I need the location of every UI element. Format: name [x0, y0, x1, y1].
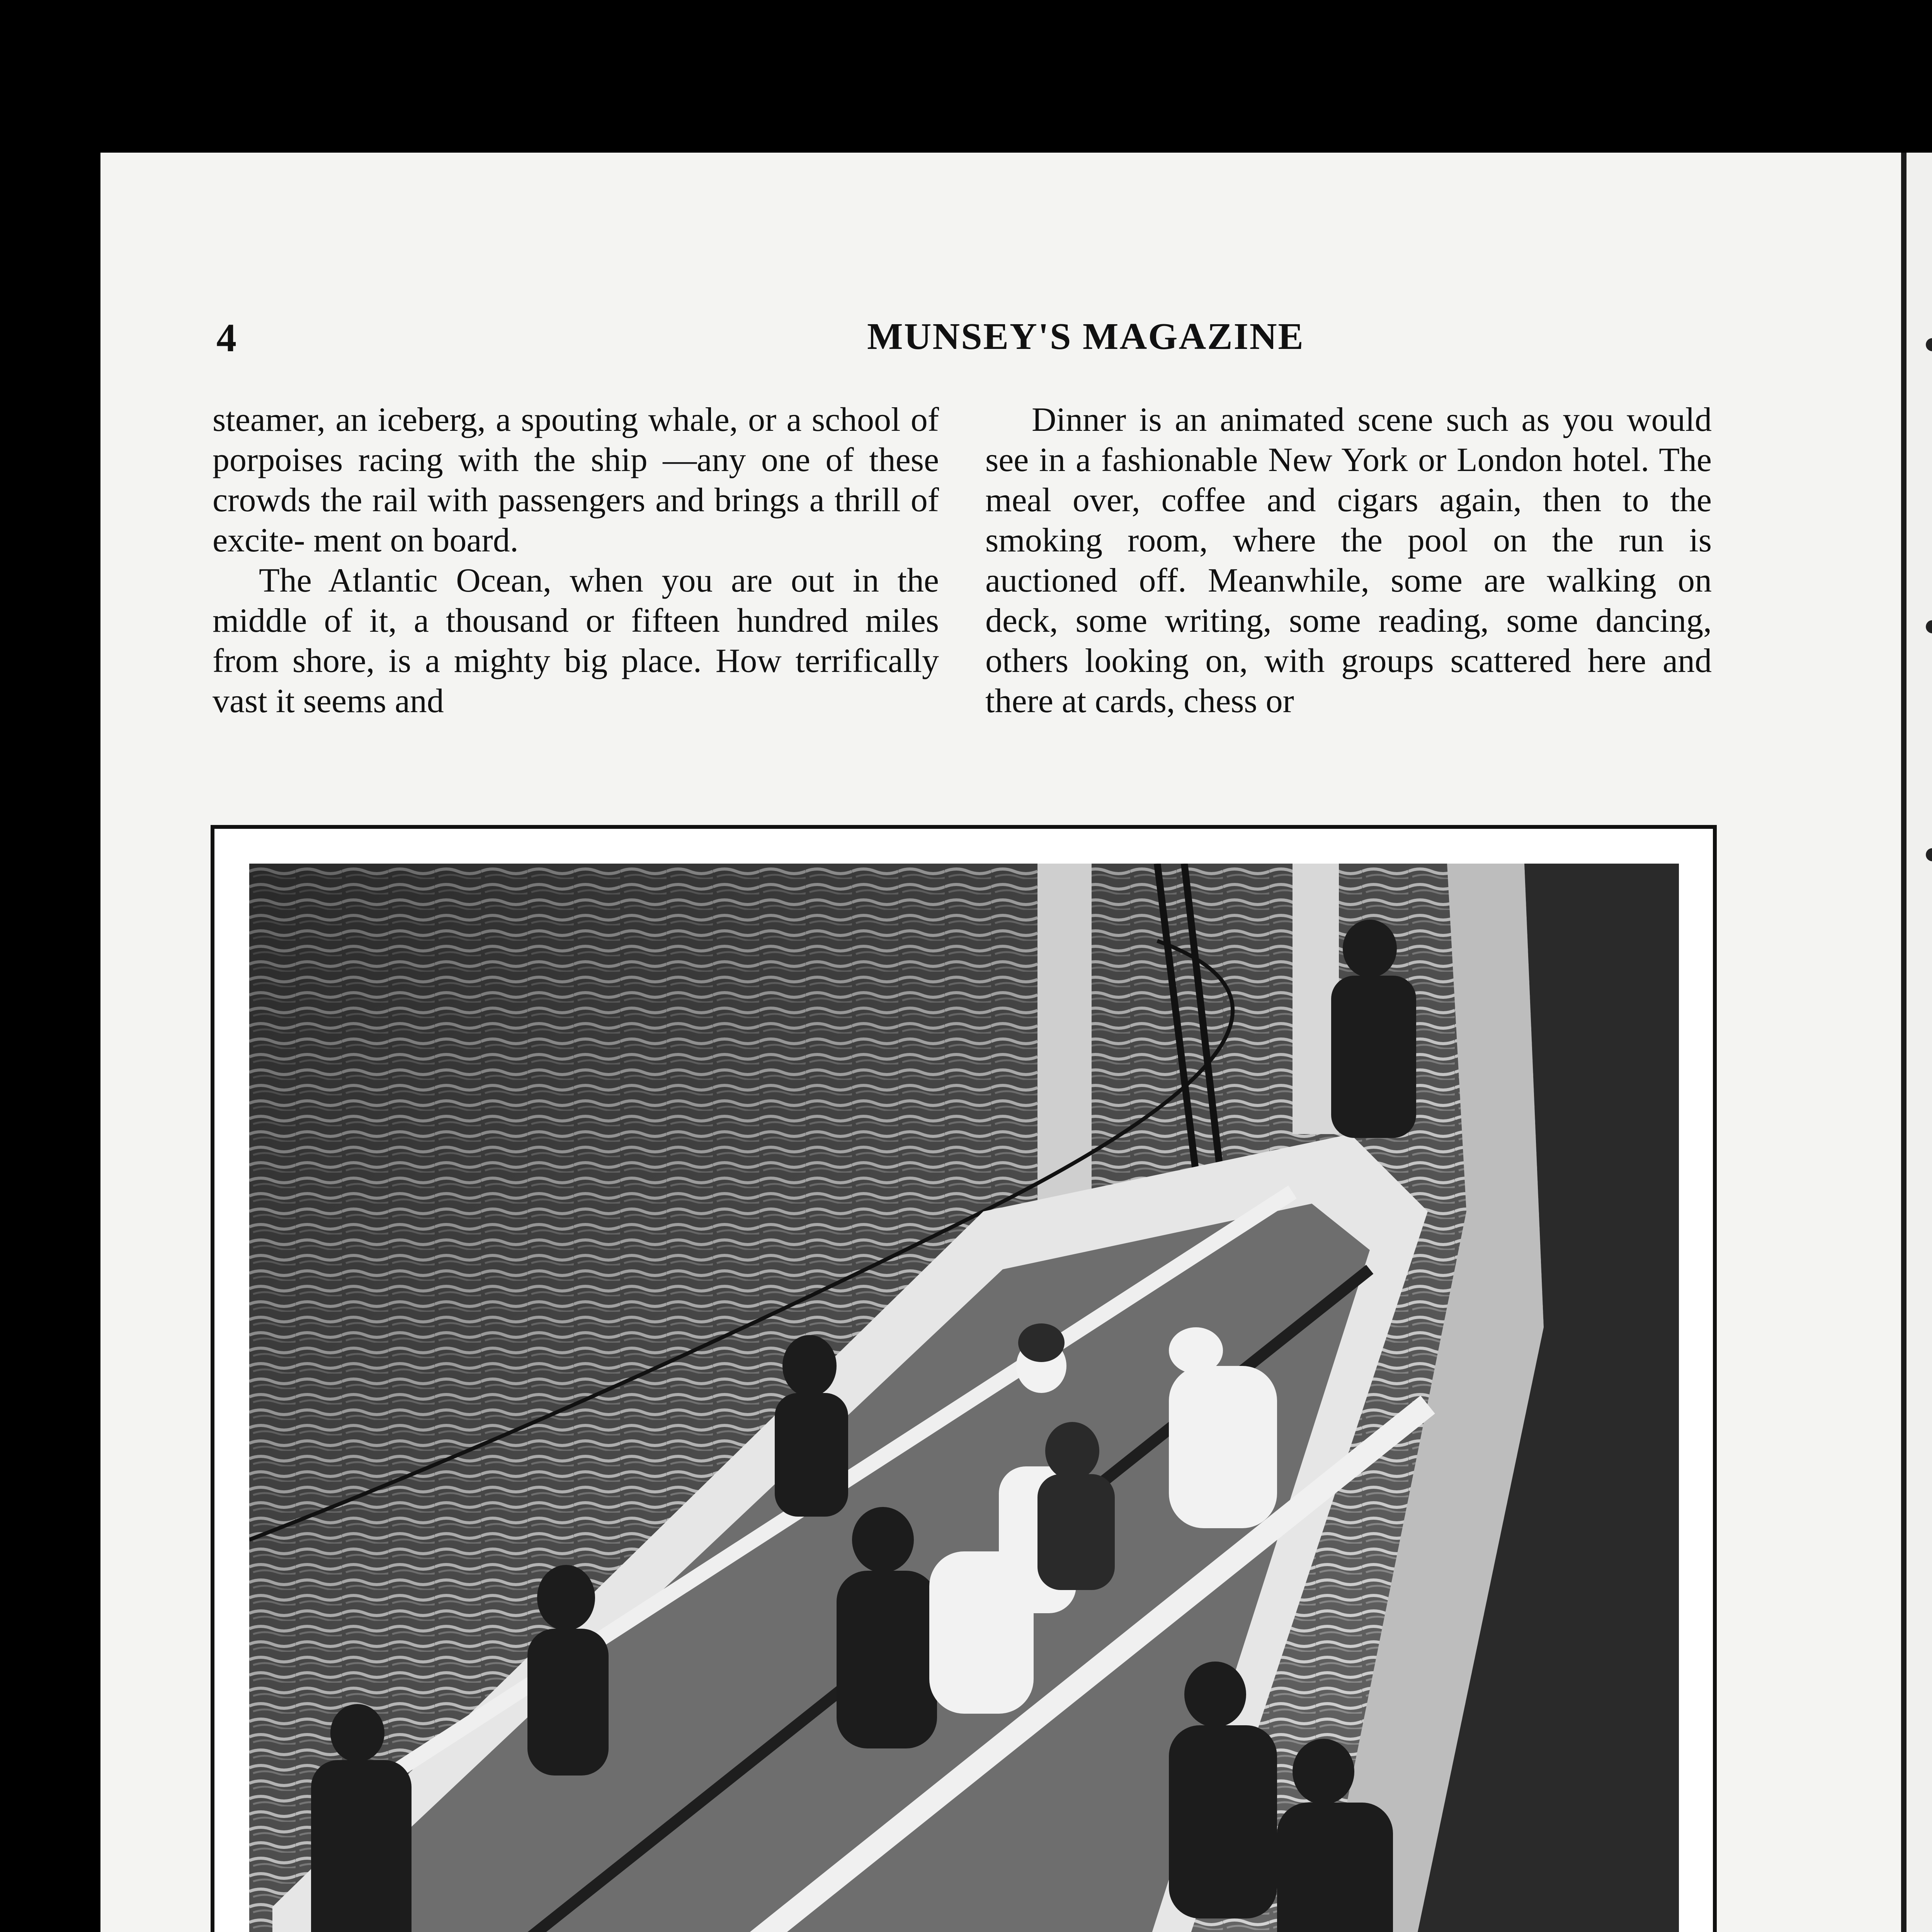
photo-frame: [211, 825, 1717, 1932]
magazine-page: [100, 153, 1932, 1932]
text-column-top-right: [985, 400, 1712, 721]
paragraph: The Atlantic Ocean, when you are out in the middle of it, a thousand or fifteen hundred miles from shore, is a mighty big place. How terrifically vast it seems and: [213, 562, 939, 720]
paragraph: Dinner is an animated scene such as you would see in a fashionable New York or London hotel. The meal over, coffee and cigars again, then to the smoking room, where the pool on the run is auctioned off. Meanwhile, some are walking on deck, some writing, some reading, some dancing, others looking on, with groups scattered here and there at cards, chess or: [985, 401, 1712, 720]
paragraph: steamer, an iceberg, a spouting whale, or a school of porpoises racing with the ship —any one of these crowds the rail with passengers and brings a thrill of excite- ment on board.: [213, 401, 939, 559]
binding-mark: [1926, 338, 1932, 351]
adjacent-page-edge: [1901, 153, 1932, 1932]
text-column-top-left: [213, 400, 939, 721]
binding-mark: [1926, 848, 1932, 861]
page-number: 4: [216, 316, 236, 360]
boat-drill-photograph: [249, 864, 1679, 1932]
binding-mark: [1926, 620, 1932, 633]
running-title: MUNSEY'S MAGAZINE: [867, 316, 1304, 357]
